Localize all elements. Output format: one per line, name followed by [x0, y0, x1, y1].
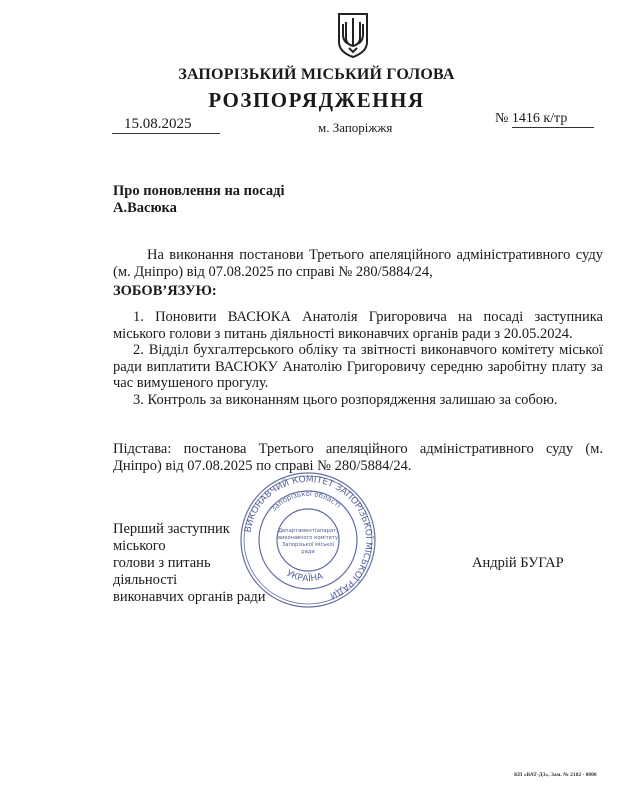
document-city: м. Запоріжжя — [318, 120, 393, 135]
oblige-heading: ЗОБОВ’ЯЗУЮ: — [113, 283, 217, 299]
signatory-title-line: голови з питань діяльності — [113, 555, 211, 588]
stamp-outer-text: ВИКОНАВЧИЙ КОМІТЕТ ЗАПОРІЗЬКОЇ МІСЬКОЇ РАДИ — [243, 474, 374, 601]
trident-coat-of-arms-icon — [336, 12, 370, 58]
subject-line-2: А.Васюка — [113, 200, 177, 216]
order-items — [113, 309, 603, 408]
intro-paragraph: На виконання постанови Третього апеляційного адміністративного суду (м. Дніпро) від 07.08.2025 по справі № 280/5884/24, — [113, 247, 603, 280]
official-stamp — [238, 470, 378, 610]
number-symbol: № — [495, 111, 509, 126]
document-subject — [113, 183, 285, 217]
svg-text:Запорізької області — [270, 490, 343, 513]
order-item: 1. Поновити ВАСЮКА Анатолія Григоровича на посаді заступника міського голови з питань діяльності виконавчих органів ради з 20.05.2024. — [113, 309, 603, 342]
stamp-region-text: Запорізької області — [269, 489, 343, 514]
document-type: РОЗПОРЯДЖЕННЯ — [208, 88, 425, 112]
document-date: 15.08.2025 — [112, 116, 220, 134]
stamp-center-line: Запорізької міської — [281, 542, 335, 548]
stamp-country-text: УКРАЇНА — [284, 568, 325, 585]
signatory-title-line: Перший заступник міського — [113, 521, 230, 554]
order-item: 2. Відділ бухгалтерського обліку та звітності виконавчого комітету міської ради виплатити ВАСЮКУ Анатолію Григоровичу середню заробітну плату за час вимушеного прогулу. — [113, 342, 603, 391]
issuer-title: ЗАПОРІЗЬКИЙ МІСЬКИЙ ГОЛОВА — [178, 66, 455, 83]
subject-line-1: Про поновлення на посаді — [113, 183, 285, 199]
document-number — [495, 111, 594, 128]
order-item: 3. Контроль за виконанням цього розпорядження залишаю за собою. — [133, 391, 558, 408]
basis-paragraph: Підстава: постанова Третього апеляційного адміністративного суду (м. Дніпро) від 07.08.2025 по справі № 280/5884/24. — [113, 441, 603, 474]
stamp-center-line: Департамент(апарат) — [277, 528, 339, 534]
number-value: 1416 к/тр — [512, 111, 594, 128]
stamp-center-line: виконавчого комітету — [277, 535, 339, 541]
stamp-center-line: ради — [301, 549, 315, 555]
print-info: КП «ВАТ-ДЗ», Зам. № 2182 - 8000 — [514, 772, 597, 778]
signatory-name: Андрій БУГАР — [472, 555, 564, 571]
signatory-title-line: виконавчих органів ради — [113, 589, 266, 605]
